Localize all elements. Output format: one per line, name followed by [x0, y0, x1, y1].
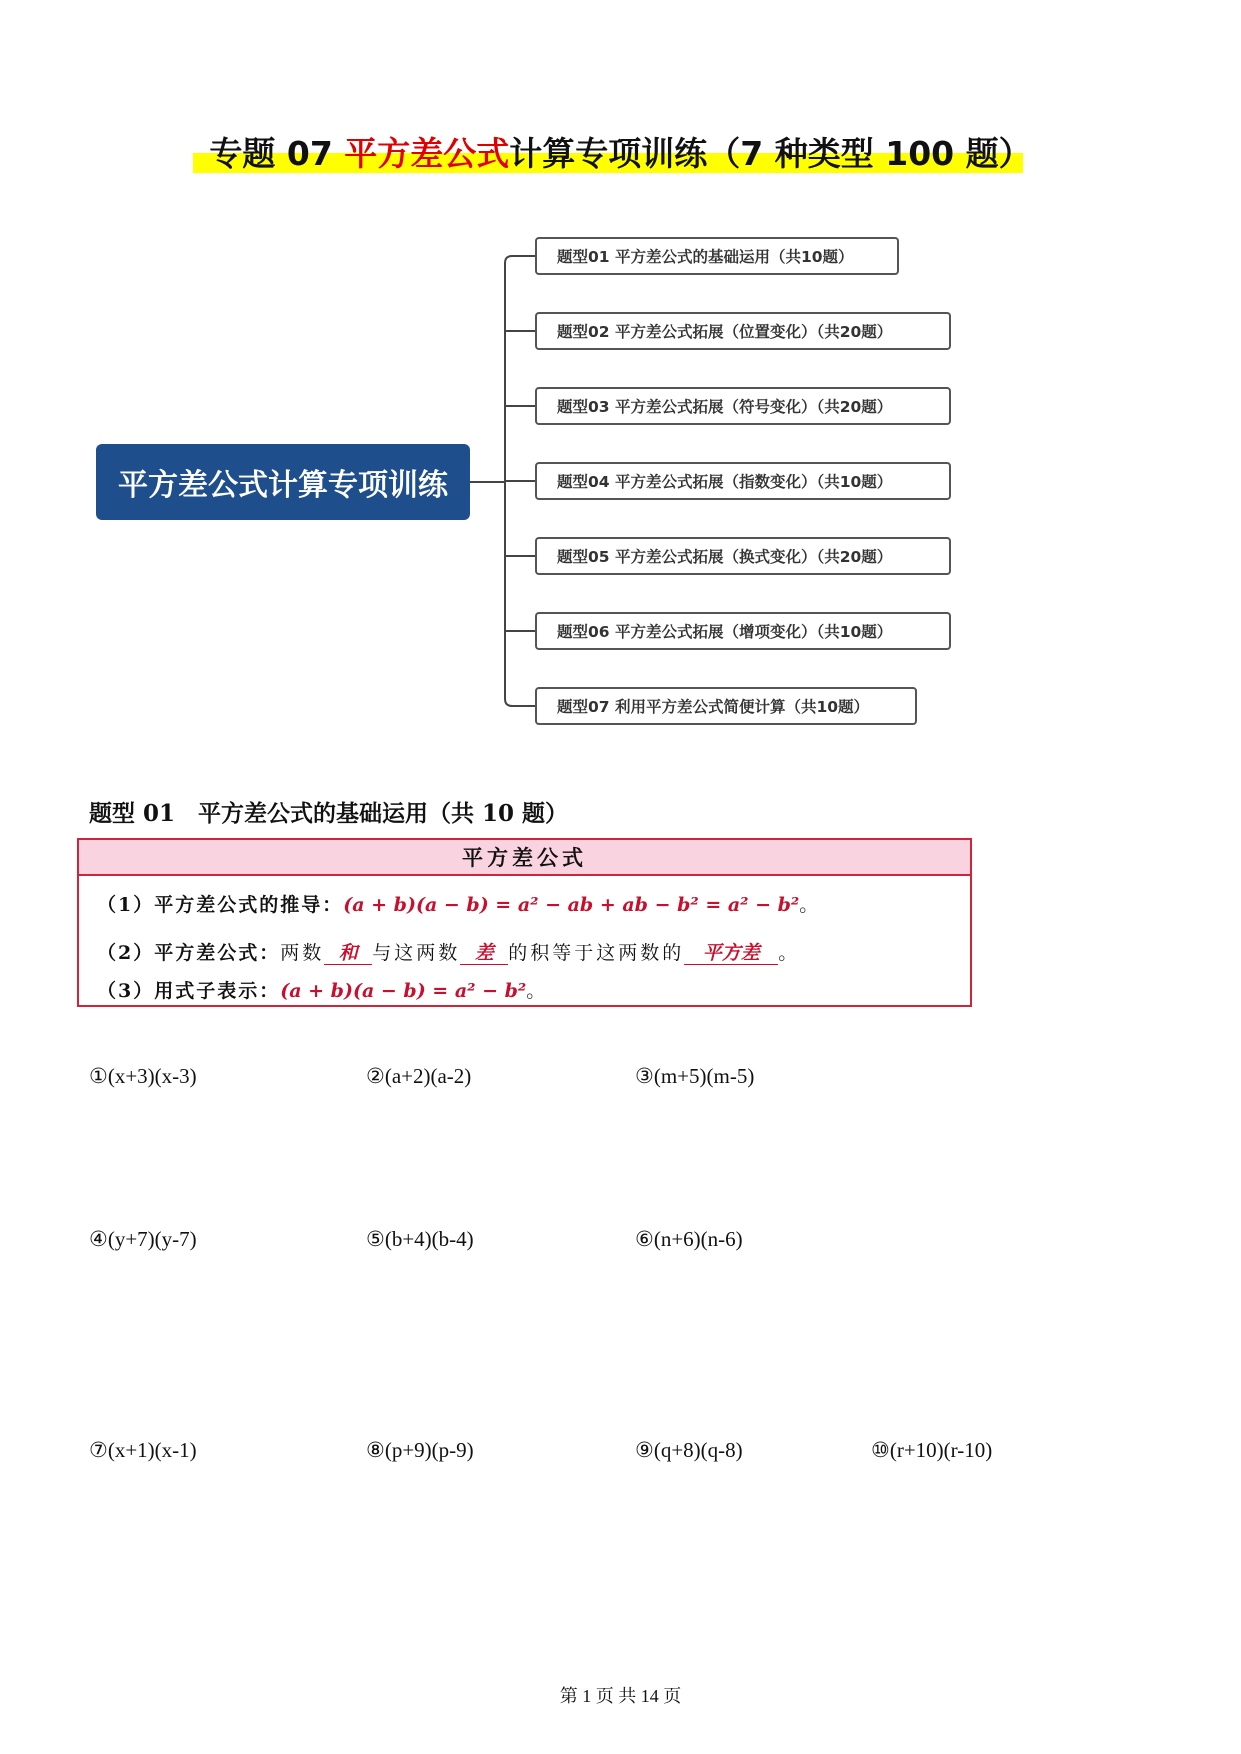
answer-blank-1: 和: [324, 943, 372, 965]
problem-number: ②: [366, 1064, 385, 1088]
formula-line-1-end: 。: [799, 894, 819, 916]
problem-9: [635, 1438, 743, 1463]
problem-expression: (p+9)(p-9): [384, 1438, 474, 1462]
formula-line-3-expr: (a + b)(a − b) = a² − b²: [280, 980, 527, 1002]
problem-2: [366, 1064, 471, 1089]
formula-line-2-text-c: 的积等于这两数的: [508, 942, 685, 964]
formula-box: [77, 838, 972, 1007]
problem-expression: (x+1)(x-1): [107, 1438, 197, 1462]
formula-line-2: [97, 938, 797, 965]
problem-number: ③: [635, 1064, 654, 1088]
problem-8: [366, 1438, 474, 1463]
problem-6: [635, 1227, 743, 1252]
formula-line-1-label: （1）平方差公式的推导：: [97, 894, 344, 916]
formula-line-2-label: （2）平方差公式：: [97, 942, 281, 964]
mindmap-branch-4: 题型04 平方差公式拓展（指数变化）（共10题）: [535, 462, 951, 500]
formula-line-2-text-b: 与这两数: [372, 942, 461, 964]
problem-expression: (x+3)(x-3): [107, 1064, 197, 1088]
title-prefix: 专题 07: [209, 134, 345, 173]
formula-line-3-end: 。: [526, 980, 546, 1002]
formula-line-2-end: 。: [778, 942, 798, 964]
problem-number: ⑧: [366, 1438, 385, 1462]
problem-number: ⑥: [635, 1227, 654, 1251]
mindmap-branch-5: 题型05 平方差公式拓展（换式变化）（共20题）: [535, 537, 951, 575]
page-footer: 第 1 页 共 14 页: [559, 1686, 682, 1706]
problem-number: ⑨: [635, 1438, 654, 1462]
answer-blank-2: 差: [460, 943, 508, 965]
problem-expression: (m+5)(m-5): [653, 1064, 755, 1088]
formula-line-3-label: （3）用式子表示：: [97, 980, 281, 1002]
problem-expression: (q+8)(q-8): [653, 1438, 743, 1462]
formula-line-3: [97, 976, 545, 1003]
problem-number: ⑦: [89, 1438, 108, 1462]
mindmap-root: 平方差公式计算专项训练: [96, 444, 470, 520]
mindmap-branch-1: 题型01 平方差公式的基础运用（共10题）: [535, 237, 899, 275]
problem-number: ④: [89, 1227, 108, 1251]
problem-3: [635, 1064, 754, 1089]
problem-number: ⑩: [871, 1438, 890, 1462]
formula-line-1: [97, 890, 818, 917]
mindmap-branch-6: 题型06 平方差公式拓展（增项变化）（共10题）: [535, 612, 951, 650]
problem-1: [89, 1064, 197, 1089]
title-highlight-text: 平方差公式: [344, 134, 510, 173]
problem-number: ⑤: [366, 1227, 385, 1251]
problem-expression: (n+6)(n-6): [653, 1227, 743, 1251]
section-heading: 题型 01 平方差公式的基础运用（共 10 题）: [89, 800, 569, 827]
problem-5: [366, 1227, 474, 1252]
mindmap-branch-7: 题型07 利用平方差公式简便计算（共10题）: [535, 687, 917, 725]
problem-expression: (b+4)(b-4): [384, 1227, 474, 1251]
problem-expression: (a+2)(a-2): [384, 1064, 472, 1088]
problem-4: [89, 1227, 197, 1252]
problem-number: ①: [89, 1064, 108, 1088]
mindmap-branch-2: 题型02 平方差公式拓展（位置变化）（共20题）: [535, 312, 951, 350]
problem-10: [871, 1438, 992, 1463]
problem-expression: (r+10)(r-10): [889, 1438, 993, 1462]
formula-line-2-text-a: 两数: [280, 942, 325, 964]
title-suffix: 计算专项训练（7 种类型 100 题）: [509, 134, 1032, 173]
formula-line-1-expr: (a + b)(a − b) = a² − ab + ab − b² = a² − b²: [343, 894, 800, 916]
answer-blank-3: 平方差: [684, 943, 778, 965]
problem-expression: (y+7)(y-7): [107, 1227, 197, 1251]
mindmap-branch-3: 题型03 平方差公式拓展（符号变化）（共20题）: [535, 387, 951, 425]
problem-7: [89, 1438, 197, 1463]
formula-box-header: 平方差公式: [79, 840, 970, 876]
